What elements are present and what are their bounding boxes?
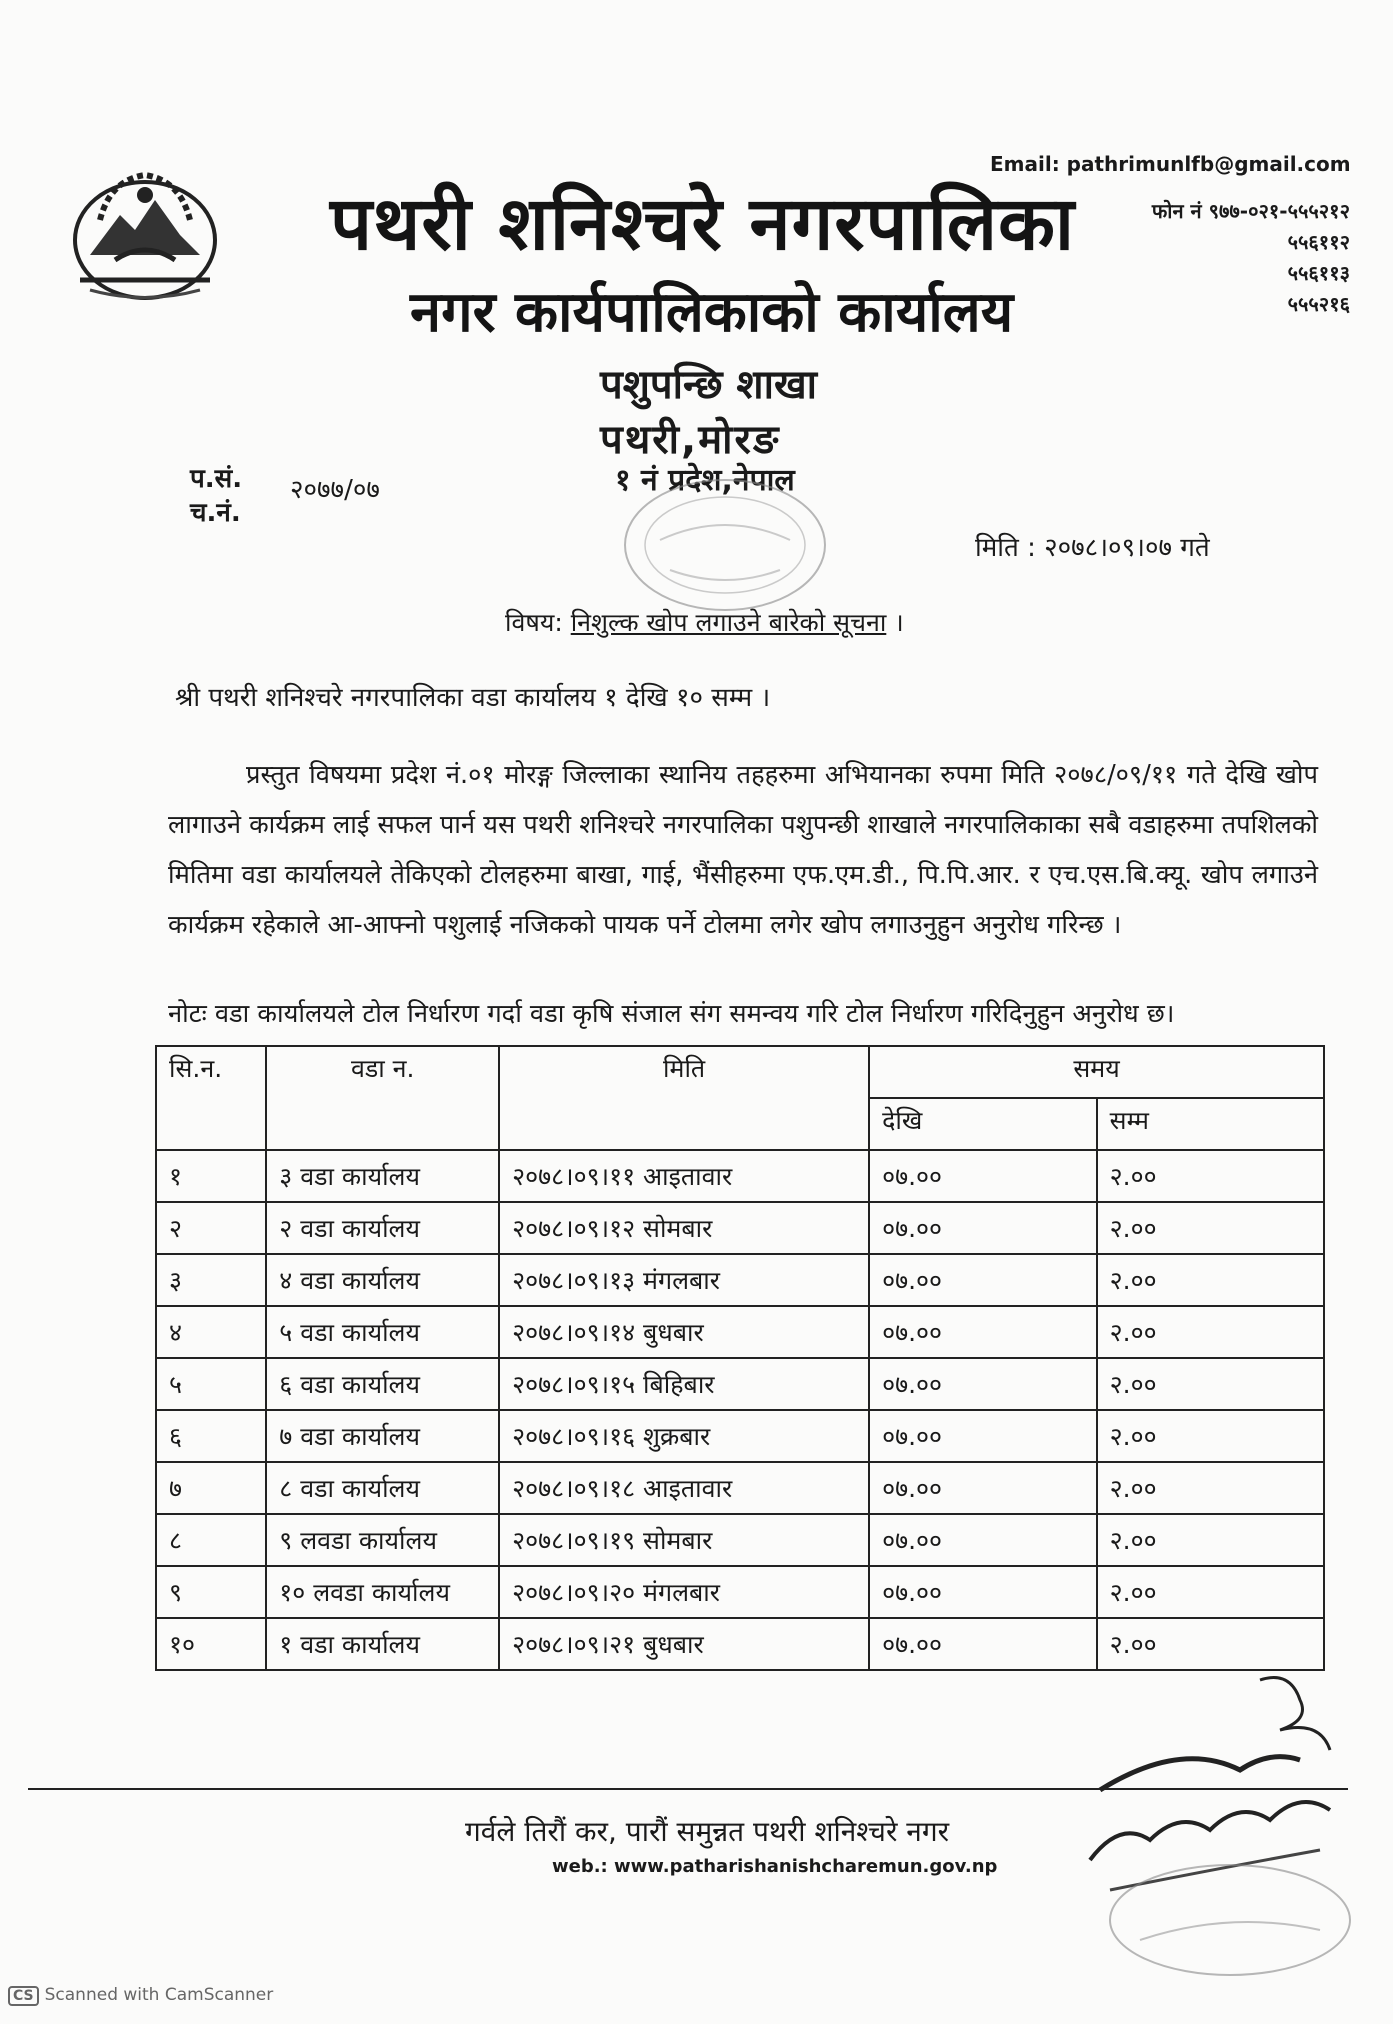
cell-sn: ३ <box>156 1254 266 1306</box>
phone-line: ५५५२१६ <box>1287 292 1350 316</box>
cell-to: २.०० <box>1097 1618 1324 1670</box>
addressee-line: श्री पथरी शनिश्चरे नगरपालिका वडा कार्यालय १ देखि १० सम्म । <box>175 683 771 713</box>
footer-website: web.: www.patharishanishcharemun.gov.np <box>552 1856 998 1877</box>
table-row <box>156 1306 1324 1358</box>
cell-ward: ७ वडा कार्यालय <box>266 1410 499 1462</box>
cell-ward: ४ वडा कार्यालय <box>266 1254 499 1306</box>
cell-to: २.०० <box>1097 1358 1324 1410</box>
email-line: Email: pathrimunlfb@gmail.com <box>990 152 1351 176</box>
nepal-emblem-icon <box>60 160 230 310</box>
phone-block <box>1090 196 1350 320</box>
cell-date: २०७८।०९।१६ शुक्रबार <box>499 1410 869 1462</box>
phone-line: ५५६११२ <box>1287 230 1350 254</box>
table-row <box>156 1254 1324 1306</box>
schedule-table <box>155 1045 1325 1671</box>
cell-ward: ६ वडा कार्यालय <box>266 1358 499 1410</box>
office-title: नगर कार्यपालिकाको कार्यालय <box>410 280 1014 345</box>
subject-line <box>505 605 904 639</box>
cell-from: ०७.०० <box>869 1202 1097 1254</box>
cell-from: ०७.०० <box>869 1410 1097 1462</box>
cell-date: २०७८।०९।१८ आइतावार <box>499 1462 869 1514</box>
note-line: नोटः वडा कार्यालयले टोल निर्धारण गर्दा वडा कृषि संजाल संग समन्वय गरि टोल निर्धारण गरिदिनुहुन अनुरोध छ। <box>168 999 1175 1029</box>
cell-date: २०७८।०९।२० मंगलबार <box>499 1566 869 1618</box>
chalani-label: च.नं. <box>190 498 241 528</box>
table-row <box>156 1202 1324 1254</box>
cell-sn: ८ <box>156 1514 266 1566</box>
municipality-title: पथरी शनिश्चरे नगरपालिका <box>330 181 1076 267</box>
cell-from: ०७.०० <box>869 1358 1097 1410</box>
header-sn: सि.न. <box>156 1046 266 1150</box>
cell-ward: ९ लवडा कार्यालय <box>266 1514 499 1566</box>
cell-ward: २ वडा कार्यालय <box>266 1202 499 1254</box>
scanner-watermark <box>8 1985 273 2006</box>
header-ward: वडा न. <box>266 1046 499 1150</box>
table-row <box>156 1150 1324 1202</box>
cell-to: २.०० <box>1097 1254 1324 1306</box>
branch-name: पशुपन्छि शाखा <box>600 362 818 408</box>
cell-sn: ७ <box>156 1462 266 1514</box>
camscanner-icon: CS <box>8 1986 39 2006</box>
header-from: देखि <box>869 1098 1097 1150</box>
cell-ward: १० लवडा कार्यालय <box>266 1566 499 1618</box>
province-name: १ नं प्रदेश,नेपाल <box>615 463 795 498</box>
cell-from: ०७.०० <box>869 1566 1097 1618</box>
cell-from: ०७.०० <box>869 1618 1097 1670</box>
footer-slogan: गर्वले तिरौं कर, पारौं समुन्नत पथरी शनिश्चरे नगर <box>465 1815 950 1848</box>
cell-from: ०७.०० <box>869 1514 1097 1566</box>
subject-end: । <box>886 608 904 637</box>
cell-ward: ८ वडा कार्यालय <box>266 1462 499 1514</box>
footer-divider <box>28 1788 1348 1790</box>
cell-from: ०७.०० <box>869 1306 1097 1358</box>
cell-sn: ९ <box>156 1566 266 1618</box>
cell-to: २.०० <box>1097 1306 1324 1358</box>
signature-icon <box>1060 1660 1360 2000</box>
cell-sn: १ <box>156 1150 266 1202</box>
cell-date: २०७८।०९।१४ बुधबार <box>499 1306 869 1358</box>
cell-to: २.०० <box>1097 1462 1324 1514</box>
phone-line: ५५६११३ <box>1287 261 1350 285</box>
cell-date: २०७८।०९।१९ सोमबार <box>499 1514 869 1566</box>
cell-ward: ३ वडा कार्यालय <box>266 1150 499 1202</box>
body-text: प्रस्तुत विषयमा प्रदेश नं.०१ मोरङ्ग जिल्लाका स्थानिय तहहरुमा अभियानका रुपमा मिति २०७८/०९/११ गते देखि खोप लागाउने कार्यक्रम लाई सफल पार्न यस पथरी शनिश्चरे नगरपालिका पशुपन्छी शाखाले नगरपालिकाका सबै वडाहरुमा तपशिलको मितिमा वडा कार्यालयले तेकिएको टोलहरुमा बाखा, गाई, भैंसीहरुमा एफ.एम.डी., पि.पि.आर. र एच.एस.बि.क्यू. खोप लगाउने कार्यक्रम रहेकाले आ-आफ्नो पशुलाई नजिकको पायक पर्ने टोलमा लगेर खोप लगाउनुहुन अनुरोध गरिन्छ । <box>168 760 1319 940</box>
cell-sn: २ <box>156 1202 266 1254</box>
subject-label: विषय: <box>505 608 563 637</box>
table-row <box>156 1358 1324 1410</box>
subject-text: निशुल्क खोप लगाउने बारेको सूचना <box>570 608 887 637</box>
cell-date: २०७८।०९।२१ बुधबार <box>499 1618 869 1670</box>
header-date: मिति <box>499 1046 869 1150</box>
reference-labels <box>190 462 242 530</box>
place-name: पथरी,मोरङ <box>600 417 781 463</box>
cell-sn: १० <box>156 1618 266 1670</box>
cell-date: २०७८।०९।११ आइतावार <box>499 1150 869 1202</box>
phone-line: फोन नं ९७७-०२१-५५५२१२ <box>1151 199 1350 223</box>
cell-from: ०७.०० <box>869 1254 1097 1306</box>
patra-label: प.सं. <box>190 464 243 494</box>
letter-date: मिति : २०७८।०९।०७ गते <box>975 533 1210 563</box>
table-row <box>156 1462 1324 1514</box>
header-time: समय <box>869 1046 1324 1098</box>
table-row <box>156 1566 1324 1618</box>
cell-to: २.०० <box>1097 1150 1324 1202</box>
cell-to: २.०० <box>1097 1410 1324 1462</box>
cell-sn: ६ <box>156 1410 266 1462</box>
table-row <box>156 1410 1324 1462</box>
cell-to: २.०० <box>1097 1202 1324 1254</box>
cell-ward: १ वडा कार्यालय <box>266 1618 499 1670</box>
cell-ward: ५ वडा कार्यालय <box>266 1306 499 1358</box>
cell-date: २०७८।०९।१२ सोमबार <box>499 1202 869 1254</box>
header-to: सम्म <box>1097 1098 1324 1150</box>
cell-date: २०७८।०९।१५ बिहिबार <box>499 1358 869 1410</box>
scanner-text: Scanned with CamScanner <box>44 1985 274 2005</box>
cell-to: २.०० <box>1097 1514 1324 1566</box>
cell-from: ०७.०० <box>869 1462 1097 1514</box>
table-row <box>156 1514 1324 1566</box>
patra-number: २०७७/०७ <box>290 475 380 505</box>
cell-from: ०७.०० <box>869 1150 1097 1202</box>
office-stamp-icon <box>610 470 840 620</box>
cell-sn: ४ <box>156 1306 266 1358</box>
cell-date: २०७८।०९।१३ मंगलबार <box>499 1254 869 1306</box>
body-paragraph <box>168 750 1318 950</box>
cell-to: २.०० <box>1097 1566 1324 1618</box>
cell-sn: ५ <box>156 1358 266 1410</box>
